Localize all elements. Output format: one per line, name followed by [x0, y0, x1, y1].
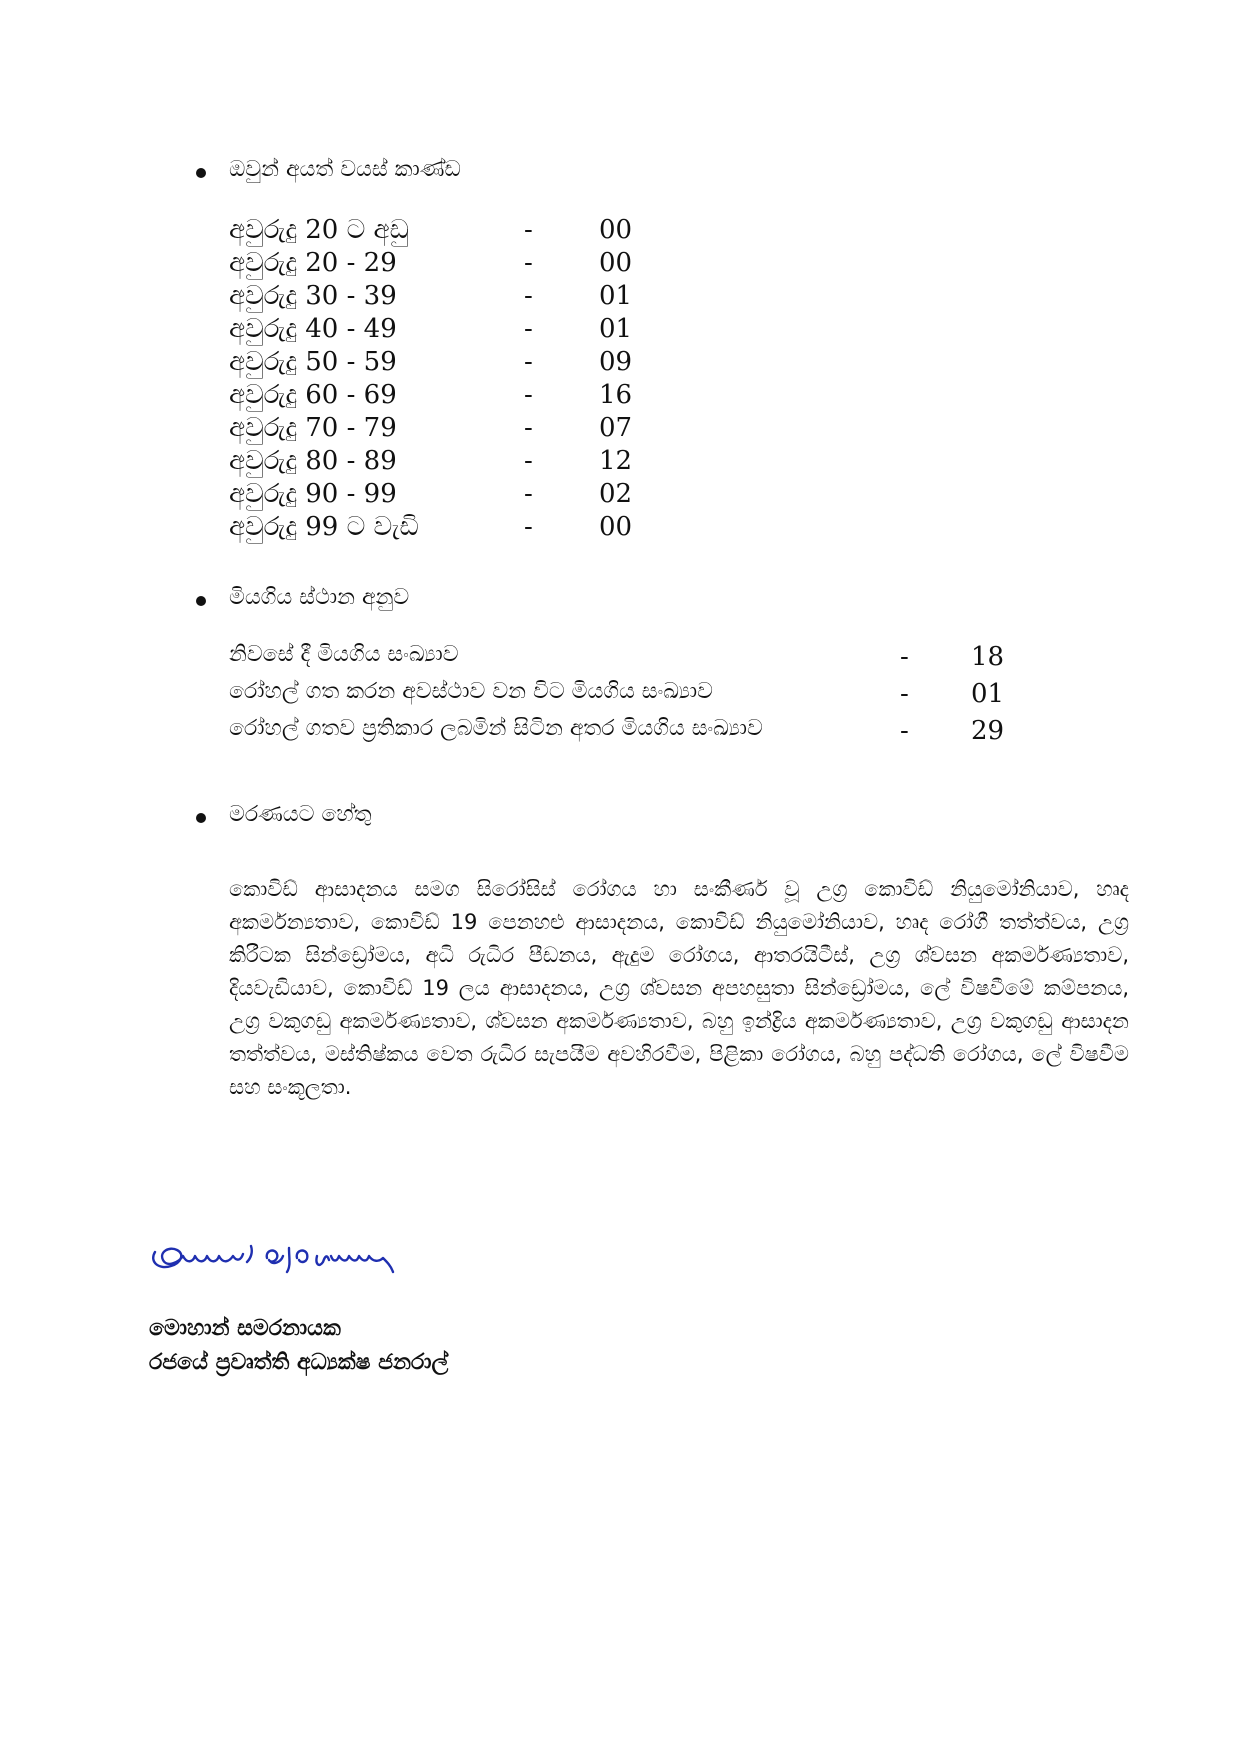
- place-label: නිවසේ දී මියගිය සංඛ්‍යාව: [229, 642, 459, 667]
- age-dash: -: [524, 347, 533, 377]
- age-label: අවුරුදු 60 - 69: [229, 380, 397, 410]
- age-label: අවුරුදු 30 - 39: [229, 281, 397, 311]
- age-row: [229, 347, 669, 380]
- age-value: 00: [599, 215, 633, 245]
- age-label: අවුරුදු 99 ට වැඩි: [229, 512, 419, 542]
- place-section-heading: මියගිය ස්ථාන අනුව: [229, 585, 410, 610]
- bullet-causes: [196, 813, 206, 823]
- age-value: 09: [599, 347, 633, 377]
- place-value: 01: [971, 679, 1005, 709]
- age-row: [229, 215, 669, 248]
- signer-title: රජයේ ප්‍රවෘත්ති අධ්‍යක්ෂ ජනරාල්: [149, 1350, 449, 1375]
- age-dash: -: [524, 512, 533, 542]
- age-dash: -: [524, 380, 533, 410]
- place-dash: -: [900, 679, 909, 709]
- age-row: [229, 446, 669, 479]
- age-dash: -: [524, 314, 533, 344]
- place-dash: -: [900, 642, 909, 672]
- age-row: [229, 380, 669, 413]
- age-label: අවුරුදු 40 - 49: [229, 314, 397, 344]
- signer-name: මොහාන් සමරනායක: [149, 1316, 341, 1341]
- age-section-heading: ඔවුන් අයත් වයස් කාණ්ඩ: [229, 157, 461, 182]
- place-dash: -: [900, 716, 909, 746]
- age-label: අවුරුදු 20 ට අඩු: [229, 215, 409, 245]
- place-value: 29: [971, 716, 1005, 746]
- place-value: 18: [971, 642, 1005, 672]
- age-value: 02: [599, 479, 633, 509]
- age-dash: -: [524, 215, 533, 245]
- age-dash: -: [524, 479, 533, 509]
- age-row: [229, 413, 669, 446]
- age-label: අවුරුදු 50 - 59: [229, 347, 397, 377]
- age-row: [229, 479, 669, 512]
- age-value: 16: [599, 380, 633, 410]
- place-row: [229, 716, 1029, 752]
- age-value: 07: [599, 413, 633, 443]
- place-label: රෝහල් ගතව ප්‍රතිකාර ලබමින් සිටින අතර මියගිය සංඛ්‍යාව: [229, 716, 763, 741]
- age-dash: -: [524, 413, 533, 443]
- age-value: 00: [599, 248, 633, 278]
- causes-section-heading: මරණයට හේතු: [229, 802, 372, 827]
- place-row: [229, 642, 1029, 678]
- age-value: 00: [599, 512, 633, 542]
- age-dash: -: [524, 281, 533, 311]
- age-dash: -: [524, 446, 533, 476]
- causes-paragraph: කොවිඩ් ආසාදනය සමග සිරෝසිස් රෝගය හා සංකීර්ණ වූ උග්‍ර කොවිඩ් නියුමෝනියාව, හෘද අකර්මන්‍යතාව, කොවිඩ් 19 පෙනහළු ආසාදනය, කොවිඩ් නියුමෝනියාව, හෘද රෝගී තත්ත්වය, උග්‍ර කිරීටක සින්ඩ්‍රෝමය, අධි රුධිර පීඩනය, ඇදුම රෝගය, ආතරයිටීස්, උග්‍ර ශ්වසන අකර්මණ්‍යතාව, දියවැඩියාව, කොවිඩ් 19 ලය ආසාදනය, උග්‍ර ශ්වසන අපහසුතා සින්ඩ්‍රෝමය, ලේ විෂවීමේ කම්පනය, උග්‍ර වකුගඩු අකර්මණ්‍යතාව, ශ්වසන අකර්මණ්‍යතාව, බහු ඉන්ද්‍රිය අකර්මණ්‍යතාව, උග්‍ර වකුගඩු ආසාදන තත්ත්වය, මස්තිෂ්කය වෙත රුධිර සැපයීම අවහිරවීම, පිළිකා රෝගය, බහු පද්ධති රෝගය, ලේ විෂවීම සහ සංකූලතා.: [229, 877, 1129, 1099]
- place-row: [229, 679, 1029, 715]
- age-row: [229, 314, 669, 347]
- age-dash: -: [524, 248, 533, 278]
- signature-image: [147, 1232, 417, 1292]
- age-value: 12: [599, 446, 633, 476]
- bullet-age: [196, 168, 206, 178]
- age-label: අවුරුදු 20 - 29: [229, 248, 397, 278]
- place-label: රෝහල් ගත කරන අවස්ථාව වන විට මියගිය සංඛ්‍යාව: [229, 679, 713, 704]
- age-label: අවුරුදු 80 - 89: [229, 446, 397, 476]
- age-label: අවුරුදු 70 - 79: [229, 413, 397, 443]
- age-row: [229, 281, 669, 314]
- age-value: 01: [599, 314, 633, 344]
- age-row: [229, 512, 669, 545]
- age-label: අවුරුදු 90 - 99: [229, 479, 397, 509]
- age-value: 01: [599, 281, 633, 311]
- age-row: [229, 248, 669, 281]
- bullet-place: [196, 596, 206, 606]
